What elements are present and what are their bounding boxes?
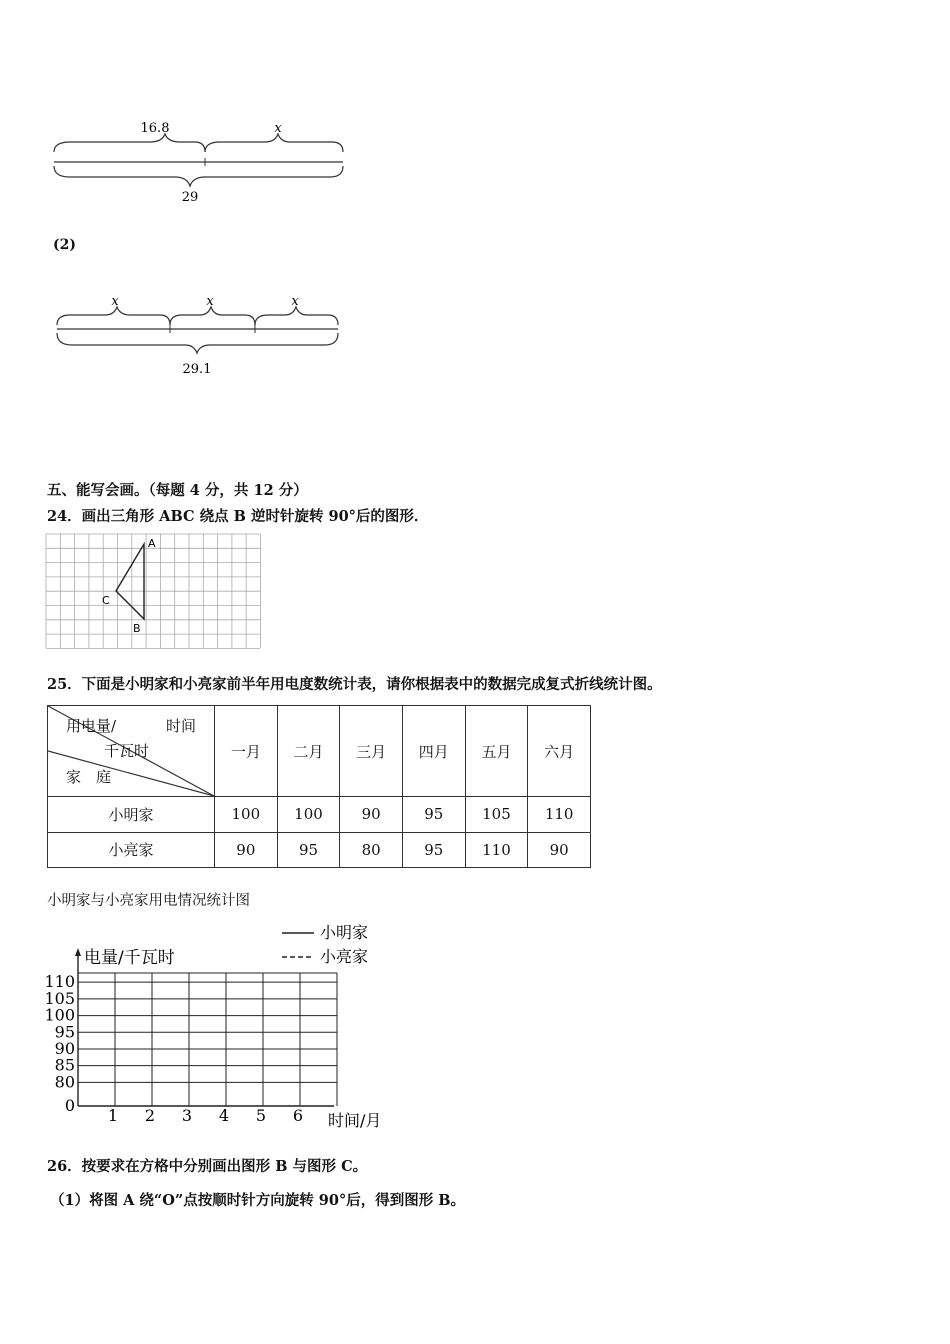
electricity-table [47,705,591,868]
fig1-top-brace-left [54,134,205,152]
fig2-bottom-label: 29.1 [182,362,212,377]
brace-diagram-2 [40,285,360,385]
x-axis-label: 时间/月 [328,1111,382,1130]
y-axis-label: 电量/千瓦时 [84,948,175,968]
fig1-top-left-label: 16.8 [140,121,170,136]
line-chart [40,918,400,1134]
table-cell: 110 [528,797,591,833]
section-title: 五、能写会画。（每题 4 分，共 12 分） [47,482,308,499]
question-26: 26．按要求在方格中分别画出图形 B 与图形 C。 [47,1158,368,1175]
table-row [48,832,591,868]
legend-xiaoming: 小明家 [320,923,369,942]
corner-family: 家 庭 [66,768,112,786]
x-tick-label: 3 [181,1106,193,1125]
table-cell: 95 [402,832,465,868]
x-tick-label: 6 [292,1106,304,1125]
corner-usage: 用电量/ [66,717,117,735]
row-name: 小亮家 [48,832,215,868]
vertex-c-label: C [102,594,110,607]
rotation-grid [45,533,261,650]
x-tick-label: 5 [255,1106,267,1125]
sub-question-label: (2) [53,237,76,253]
y-tick-label: 95 [54,1022,75,1042]
table-corner-header [48,706,215,797]
y-tick-label: 0 [64,1096,75,1115]
table-cell: 100 [215,797,278,833]
question-26-part-1: （1）将图 A 绕“O”点按顺时针方向旋转 90°后，得到图形 B。 [50,1192,466,1209]
corner-time: 时间 [166,717,197,735]
table-cell: 90 [528,832,591,868]
question-24: 24．画出三角形 ABC 绕点 B 逆时针旋转 90°后的图形． [47,508,429,525]
month-header: 五月 [465,706,528,797]
y-tick-label: 100 [44,1005,75,1025]
row-name: 小明家 [48,797,215,833]
y-tick-label: 110 [44,972,75,992]
corner-unit: 千瓦时 [104,742,150,760]
x-tick-label: 1 [107,1106,119,1125]
y-tick-label: 90 [54,1038,75,1058]
month-header: 三月 [340,706,403,797]
fig1-bottom-brace [54,166,343,186]
brace-diagram-1 [40,110,360,210]
table-cell: 80 [340,832,403,868]
fig2-label-2: x [206,294,214,309]
legend-xiaoliang: 小亮家 [320,947,369,966]
fig2-label-3: x [291,294,299,309]
y-tick-label: 80 [54,1072,75,1092]
month-header: 一月 [215,706,278,797]
fig2-label-1: x [111,294,119,309]
month-header: 六月 [528,706,591,797]
fig1-top-right-label: x [274,121,282,136]
table-cell: 95 [402,797,465,833]
month-header: 四月 [402,706,465,797]
table-cell: 95 [277,832,340,868]
table-row [48,797,591,833]
table-cell: 90 [340,797,403,833]
month-header: 二月 [277,706,340,797]
x-tick-label: 2 [144,1106,156,1125]
y-tick-label: 105 [44,988,75,1008]
table-cell: 90 [215,832,278,868]
table-cell: 100 [277,797,340,833]
y-tick-label: 85 [54,1055,75,1075]
fig1-top-brace-right [205,134,343,152]
triangle-abc [116,544,144,619]
vertex-a-label: A [148,537,156,550]
vertex-b-label: B [133,622,141,635]
fig1-bottom-label: 29 [181,190,199,205]
table-cell: 105 [465,797,528,833]
x-tick-label: 4 [218,1106,230,1125]
question-25: 25．下面是小明家和小亮家前半年用电度数统计表，请你根据表中的数据完成复式折线统计图。 [47,676,662,693]
table-cell: 110 [465,832,528,868]
chart-title: 小明家与小亮家用电情况统计图 [47,893,250,909]
